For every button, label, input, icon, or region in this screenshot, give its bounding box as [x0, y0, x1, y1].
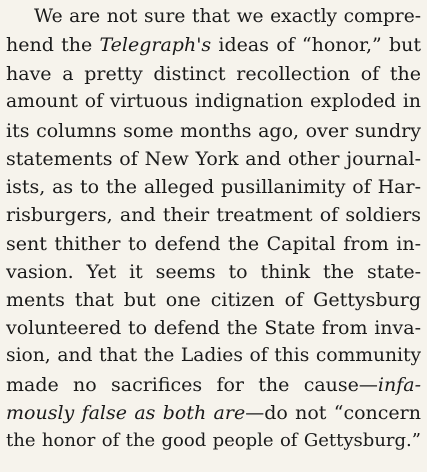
text-span: —do not “concern — [245, 402, 421, 424]
text-span: sion, and that the Ladies of this community — [6, 345, 421, 366]
text-line — [6, 202, 421, 228]
text-line — [6, 372, 421, 398]
text-line — [34, 4, 421, 30]
text-span: ists, as to the alleged pusillanimity of Har- — [6, 176, 421, 198]
text-span: the honor of the good people of Gettysburg.” — [6, 430, 421, 451]
italic-text: infa- — [377, 374, 421, 396]
text-span: ments that but one citizen of Gettysburg — [6, 289, 421, 311]
text-span: have a pretty distinct recollection of the — [6, 63, 421, 85]
text-span: volunteered to defend the State from inva- — [6, 317, 421, 339]
text-line — [6, 61, 421, 87]
text-span: hend the — [6, 34, 100, 56]
text-line — [6, 259, 421, 285]
text-line — [6, 315, 421, 341]
text-span: amount of virtuous indignation exploded in — [6, 91, 421, 112]
text-span: vasion. Yet it seems to think the state- — [6, 261, 421, 283]
italic-text: mously false as both are — [6, 402, 246, 424]
text-line — [6, 174, 421, 200]
text-line — [6, 287, 421, 313]
text-span: its columns some months ago, over sundry — [6, 120, 421, 142]
text-span: made no sacrifices for the cause— — [6, 374, 378, 396]
italic-text: Telegraph's — [99, 34, 212, 56]
text-line — [6, 343, 421, 369]
text-line — [6, 32, 421, 58]
text-line — [6, 428, 421, 454]
text-line — [6, 231, 421, 257]
text-line — [6, 89, 421, 115]
text-line — [6, 146, 421, 172]
text-span: We are not sure that we exactly compre- — [34, 6, 421, 27]
text-line — [6, 400, 421, 426]
text-span: risburgers, and their treatment of soldiers — [6, 204, 421, 226]
text-line — [6, 118, 421, 144]
text-span: ideas of “honor,” but — [211, 34, 421, 56]
text-span: statements of New York and other journal- — [6, 148, 421, 170]
text-span: sent thither to defend the Capital from in- — [6, 233, 421, 255]
